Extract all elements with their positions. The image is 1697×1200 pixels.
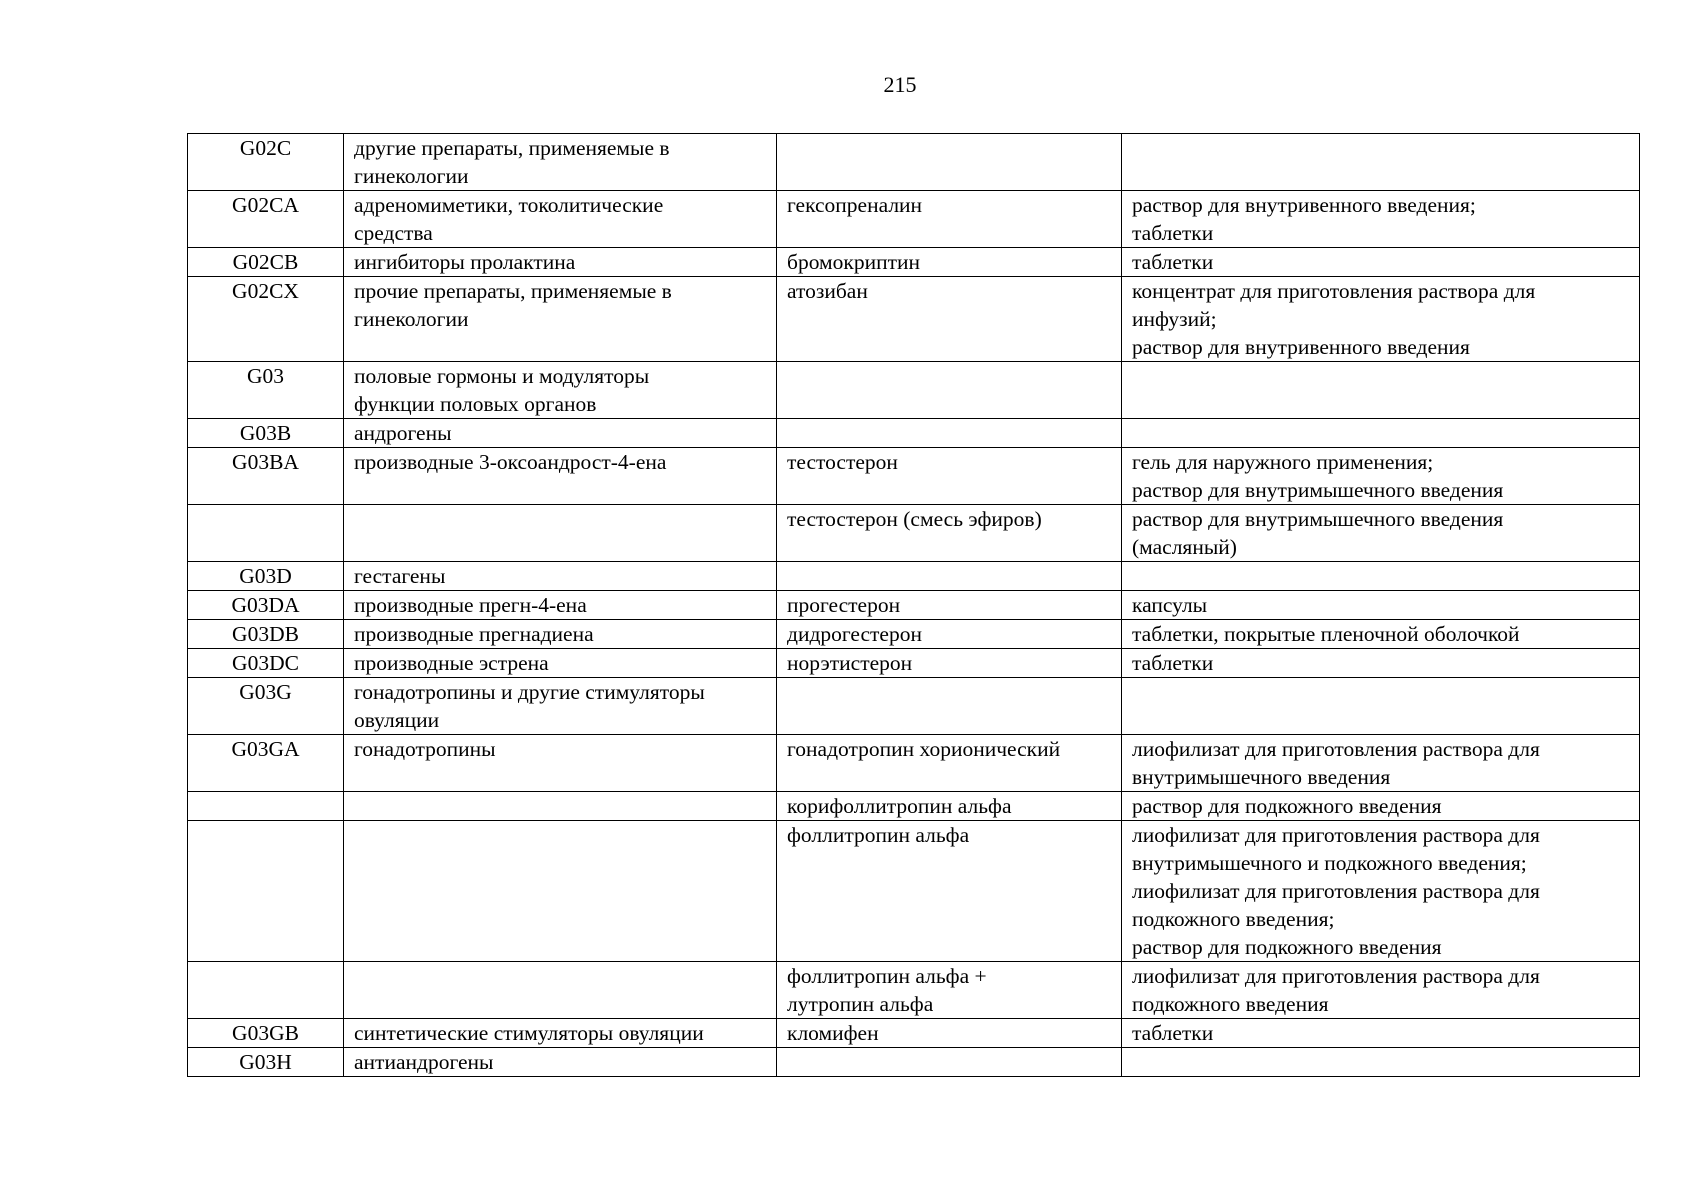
atc-code-cell	[188, 821, 344, 962]
dosage-form-cell	[1122, 678, 1640, 735]
drug-name-cell: корифоллитропин альфа	[777, 792, 1122, 821]
drug-name-cell: тестостерон (смесь эфиров)	[777, 505, 1122, 562]
dosage-form-cell: лиофилизат для приготовления раствора для внутримышечного и подкожного введения; лиофилизат для приготовления раствора для подкожного введения; раствор для подкожного введения	[1122, 821, 1640, 962]
group-cell: ингибиторы пролактина	[344, 248, 777, 277]
page-number: 215	[883, 72, 917, 97]
table-row	[188, 620, 1640, 649]
table-row	[188, 792, 1640, 821]
drug-name-cell: норэтистерон	[777, 649, 1122, 678]
group-cell	[344, 962, 777, 1019]
atc-code-cell: G03B	[188, 419, 344, 448]
atc-code-cell: G03DC	[188, 649, 344, 678]
atc-code-cell: G03D	[188, 562, 344, 591]
group-cell: адреномиметики, токолитические средства	[344, 191, 777, 248]
group-cell: гонадотропины и другие стимуляторы овуляции	[344, 678, 777, 735]
atc-code-cell	[188, 505, 344, 562]
group-cell	[344, 821, 777, 962]
table-row	[188, 962, 1640, 1019]
drug-name-cell: фоллитропин альфа	[777, 821, 1122, 962]
table-row	[188, 562, 1640, 591]
dosage-form-cell: таблетки	[1122, 649, 1640, 678]
group-cell: производные прегнадиена	[344, 620, 777, 649]
dosage-form-cell: гель для наружного применения; раствор для внутримышечного введения	[1122, 448, 1640, 505]
drug-name-cell: гексопреналин	[777, 191, 1122, 248]
dosage-form-cell: капсулы	[1122, 591, 1640, 620]
dosage-form-cell	[1122, 419, 1640, 448]
atc-code-cell: G03	[188, 362, 344, 419]
drug-name-cell	[777, 362, 1122, 419]
dosage-form-cell	[1122, 362, 1640, 419]
table-row	[188, 678, 1640, 735]
group-cell: другие препараты, применяемые в гинекологии	[344, 134, 777, 191]
drug-name-cell: фоллитропин альфа + лутропин альфа	[777, 962, 1122, 1019]
group-cell: производные прегн-4-ена	[344, 591, 777, 620]
table-row	[188, 191, 1640, 248]
atc-code-cell: G03BA	[188, 448, 344, 505]
table-row	[188, 591, 1640, 620]
table-row	[188, 277, 1640, 362]
atc-code-cell: G03GA	[188, 735, 344, 792]
drug-name-cell: атозибан	[777, 277, 1122, 362]
atc-code-cell: G02C	[188, 134, 344, 191]
group-cell	[344, 505, 777, 562]
group-cell	[344, 792, 777, 821]
table-row	[188, 134, 1640, 191]
group-cell: прочие препараты, применяемые в гинекологии	[344, 277, 777, 362]
dosage-form-cell: лиофилизат для приготовления раствора для подкожного введения	[1122, 962, 1640, 1019]
dosage-form-cell	[1122, 1048, 1640, 1077]
drug-name-cell: тестостерон	[777, 448, 1122, 505]
table-row	[188, 505, 1640, 562]
atc-code-cell: G02CX	[188, 277, 344, 362]
atc-code-cell	[188, 962, 344, 1019]
group-cell: гестагены	[344, 562, 777, 591]
drug-name-cell	[777, 562, 1122, 591]
table-row	[188, 248, 1640, 277]
drug-name-cell: гонадотропин хорионический	[777, 735, 1122, 792]
drug-name-cell	[777, 134, 1122, 191]
atc-code-cell: G03GB	[188, 1019, 344, 1048]
atc-code-cell: G02CA	[188, 191, 344, 248]
atc-code-cell: G03G	[188, 678, 344, 735]
dosage-form-cell: раствор для подкожного введения	[1122, 792, 1640, 821]
dosage-form-cell: раствор для внутримышечного введения (масляный)	[1122, 505, 1640, 562]
table-row	[188, 362, 1640, 419]
dosage-form-cell: раствор для внутривенного введения; таблетки	[1122, 191, 1640, 248]
atc-code-cell: G03DB	[188, 620, 344, 649]
atc-code-cell: G03H	[188, 1048, 344, 1077]
drug-classification-table	[187, 133, 1640, 1077]
atc-code-cell: G03DA	[188, 591, 344, 620]
group-cell: антиандрогены	[344, 1048, 777, 1077]
drug-name-cell: бромокриптин	[777, 248, 1122, 277]
drug-name-cell: прогестерон	[777, 591, 1122, 620]
dosage-form-cell: таблетки	[1122, 1019, 1640, 1048]
group-cell: синтетические стимуляторы овуляции	[344, 1019, 777, 1048]
dosage-form-cell: концентрат для приготовления раствора для инфузий; раствор для внутривенного введения	[1122, 277, 1640, 362]
dosage-form-cell	[1122, 134, 1640, 191]
dosage-form-cell	[1122, 562, 1640, 591]
table-row	[188, 1048, 1640, 1077]
table-row	[188, 419, 1640, 448]
drug-name-cell	[777, 1048, 1122, 1077]
atc-code-cell: G02CB	[188, 248, 344, 277]
drug-name-cell	[777, 678, 1122, 735]
group-cell: андрогены	[344, 419, 777, 448]
drug-name-cell: дидрогестерон	[777, 620, 1122, 649]
group-cell: производные эстрена	[344, 649, 777, 678]
drug-name-cell	[777, 419, 1122, 448]
table-row	[188, 649, 1640, 678]
table-row	[188, 448, 1640, 505]
table-row	[188, 735, 1640, 792]
group-cell: половые гормоны и модуляторы функции половых органов	[344, 362, 777, 419]
group-cell: гонадотропины	[344, 735, 777, 792]
drug-name-cell: кломифен	[777, 1019, 1122, 1048]
atc-code-cell	[188, 792, 344, 821]
table-row	[188, 821, 1640, 962]
dosage-form-cell: лиофилизат для приготовления раствора для внутримышечного введения	[1122, 735, 1640, 792]
dosage-form-cell: таблетки	[1122, 248, 1640, 277]
group-cell: производные 3-оксоандрост-4-ена	[344, 448, 777, 505]
table-row	[188, 1019, 1640, 1048]
dosage-form-cell: таблетки, покрытые пленочной оболочкой	[1122, 620, 1640, 649]
